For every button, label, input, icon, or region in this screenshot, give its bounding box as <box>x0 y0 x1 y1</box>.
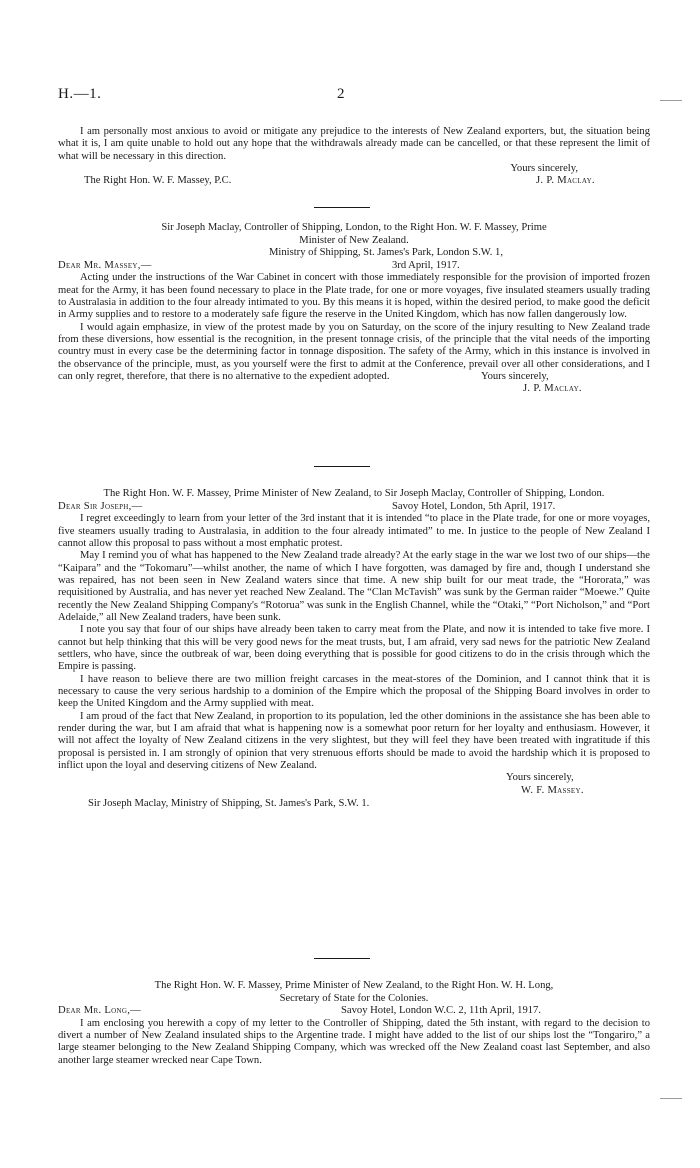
letter-paragraph: Acting under the instructions of the War Cabinet in concert with those immediately responsible for the provision of imported frozen meat for the Army, it has been found necessary to place in the Plate trade, for one or more voyages, five insulated steamers usually trading to Australasia in addition to the four already intimated to you. By this means it is hoped, within the desired period, to make good the deficit in Army supplies and to restore to a moderately safe figure the reserve in the United Kingdom, which has now fallen dangerously low. <box>58 272 650 321</box>
salutation: Dear Mr. Long,— <box>58 1005 142 1017</box>
letter-massey-to-maclay <box>58 488 650 810</box>
signature: J. P. Maclay. <box>536 175 595 187</box>
letter-paragraph: I am enclosing you herewith a copy of my letter to the Controller of Shipping, dated the 5th instant, with regard to the decision to divert a number of New Zealand insulated ships to the Argentine trade. I might have added to the list of our ships lost the “Tongariro,” a large steamer belonging to the New Zealand Shipping Company, which was wrecked off the New Zealand coast last September, and also another large steamer wrecked near Cape Town. <box>58 1017 650 1066</box>
letter-heading: Minister of New Zealand. <box>299 234 409 246</box>
letter-date: Savoy Hotel, London, 5th April, 1917. <box>392 500 556 512</box>
letter-heading: Secretary of State for the Colonies. <box>279 992 429 1004</box>
letter-paragraph: I note you say that four of our ships have already been taken to carry meat from the Plate, and now it is intended to take five more. I cannot but help thinking that this will be very good news for the meat trusts, but, I am afraid, very sad news for the patriotic New Zealand settlers, who have, since the outbreak of war, been doing everything that is possible for good citizens to do in the crisis through which the Empire is passing. <box>58 624 650 673</box>
margin-mark <box>660 100 682 101</box>
letter-paragraph: I am personally most anxious to avoid or mitigate any prejudice to the interests of New Zealand exporters, but, the situation being what it is, I am quite unable to hold out any hope that the withdrawals already made can be cancelled, or that these represent the limit of what will be necessary in this direction. <box>58 126 650 162</box>
sender-address: Ministry of Shipping, St. James's Park, London S.W. 1, <box>269 247 504 259</box>
letter-date: Savoy Hotel, London W.C. 2, 11th April, 1917. <box>341 1005 542 1017</box>
section-rule <box>314 207 370 208</box>
section-rule <box>314 466 370 467</box>
closing: Yours sincerely, <box>510 163 578 175</box>
letter-maclay-continued <box>58 126 650 188</box>
salutation: Dear Sir Joseph,— <box>58 500 143 512</box>
letter-paragraph: May I remind you of what has happened to the New Zealand trade already? At the early stage in the war we lost two of our ships—the “Kaipara” and the “Tokomaru”—whilst another, the name of which I have forgotten, was damaged by fire and, though I understand she was repaired, has not been seen in New Zealand waters since that time. A new ship built for our meat trade, the “Hororata,” was requisitioned by Australia, and has never yet reached New Zealand. The “Clan McTavish” was sunk by the German raider “Moewe.” Quite recently the New Zealand Shipping Company's “Rotorua” was sunk in the English Channel, while the “Otaki,” “Port Nicholson,” and “Port Adelaide,” all New Zealand traders, have been sunk. <box>58 550 650 623</box>
closing: Yours sincerely, <box>506 772 574 784</box>
addressee: The Right Hon. W. F. Massey, P.C. <box>84 175 232 187</box>
addressee: Sir Joseph Maclay, Ministry of Shipping, St. James's Park, S.W. 1. <box>88 797 370 809</box>
salutation: Dear Mr. Massey,— <box>58 259 152 271</box>
section-rule <box>314 958 370 959</box>
signature: J. P. Maclay. <box>523 383 582 395</box>
letter-date: 3rd April, 1917. <box>392 259 460 271</box>
signature: W. F. Massey. <box>521 785 584 796</box>
letter-maclay-to-massey <box>58 222 650 396</box>
letter-heading: The Right Hon. W. F. Massey, Prime Minister of New Zealand, to Sir Joseph Maclay, Controller of Shipping, London. <box>103 488 605 499</box>
margin-mark <box>660 1098 682 1099</box>
page-number: 2 <box>337 86 345 102</box>
letter-heading: Sir Joseph Maclay, Controller of Shipping, London, to the Right Hon. W. F. Massey, Prime <box>161 222 547 233</box>
letter-paragraph: I have reason to believe there are two million freight carcases in the meat-stores of the Dominion, and I cannot think that it is necessary to cause the very serious hardship to a dominion of the Empire which the proposal of the Shipping Board involves in order to keep the United Kingdom and the Army supplied with meat. <box>58 673 650 710</box>
letter-heading: The Right Hon. W. F. Massey, Prime Minister of New Zealand, to the Right Hon. W. H. Long, <box>154 980 554 991</box>
letter-massey-to-long <box>58 980 650 1067</box>
closing: Yours sincerely, <box>481 370 549 382</box>
letter-paragraph: I regret exceedingly to learn from your letter of the 3rd instant that it is intended “to place in the Plate trade, for one or more voyages, five steamers usually trading to Australasia, in addition to the four already intimated” to me. In justice to the people of New Zealand I cannot allow this proposal to pass without a most emphatic protest. <box>58 513 650 549</box>
letter-paragraph: I would again emphasize, in view of the protest made by you on Saturday, on the score of the injury resulting to New Zealand trade from these diversions, how essential is the recognition, in the present tonnage crisis, of the principle that the vital needs of the importing country must in every case be the determining factor in tonnage disposition. The safety of the Army, which in this instance is involved in the observance of the principle, must, as you yourself were the first to admit at the Conference, prevail over all other considerations, and I can only regret, therefore, that there is no alternative to the expedient adopted. <box>58 321 650 383</box>
letter-paragraph: I am proud of the fact that New Zealand, in proportion to its population, led the other dominions in the assistance she has been able to render during the war, but I am afraid that what is happening now is a somewhat poor return for her loyalty and enthusiasm. However, it will not affect the loyalty of New Zealand citizens in the very slightest, but they will feel they have been treated with ingratitude if this proposal is persisted in. I am strongly of opinion that very strenuous efforts should be made to avoid the hardship which it is proposed to inflict upon the loyal and deserving citizens of New Zealand. <box>58 710 650 772</box>
document-reference: H.—1. <box>58 86 102 102</box>
